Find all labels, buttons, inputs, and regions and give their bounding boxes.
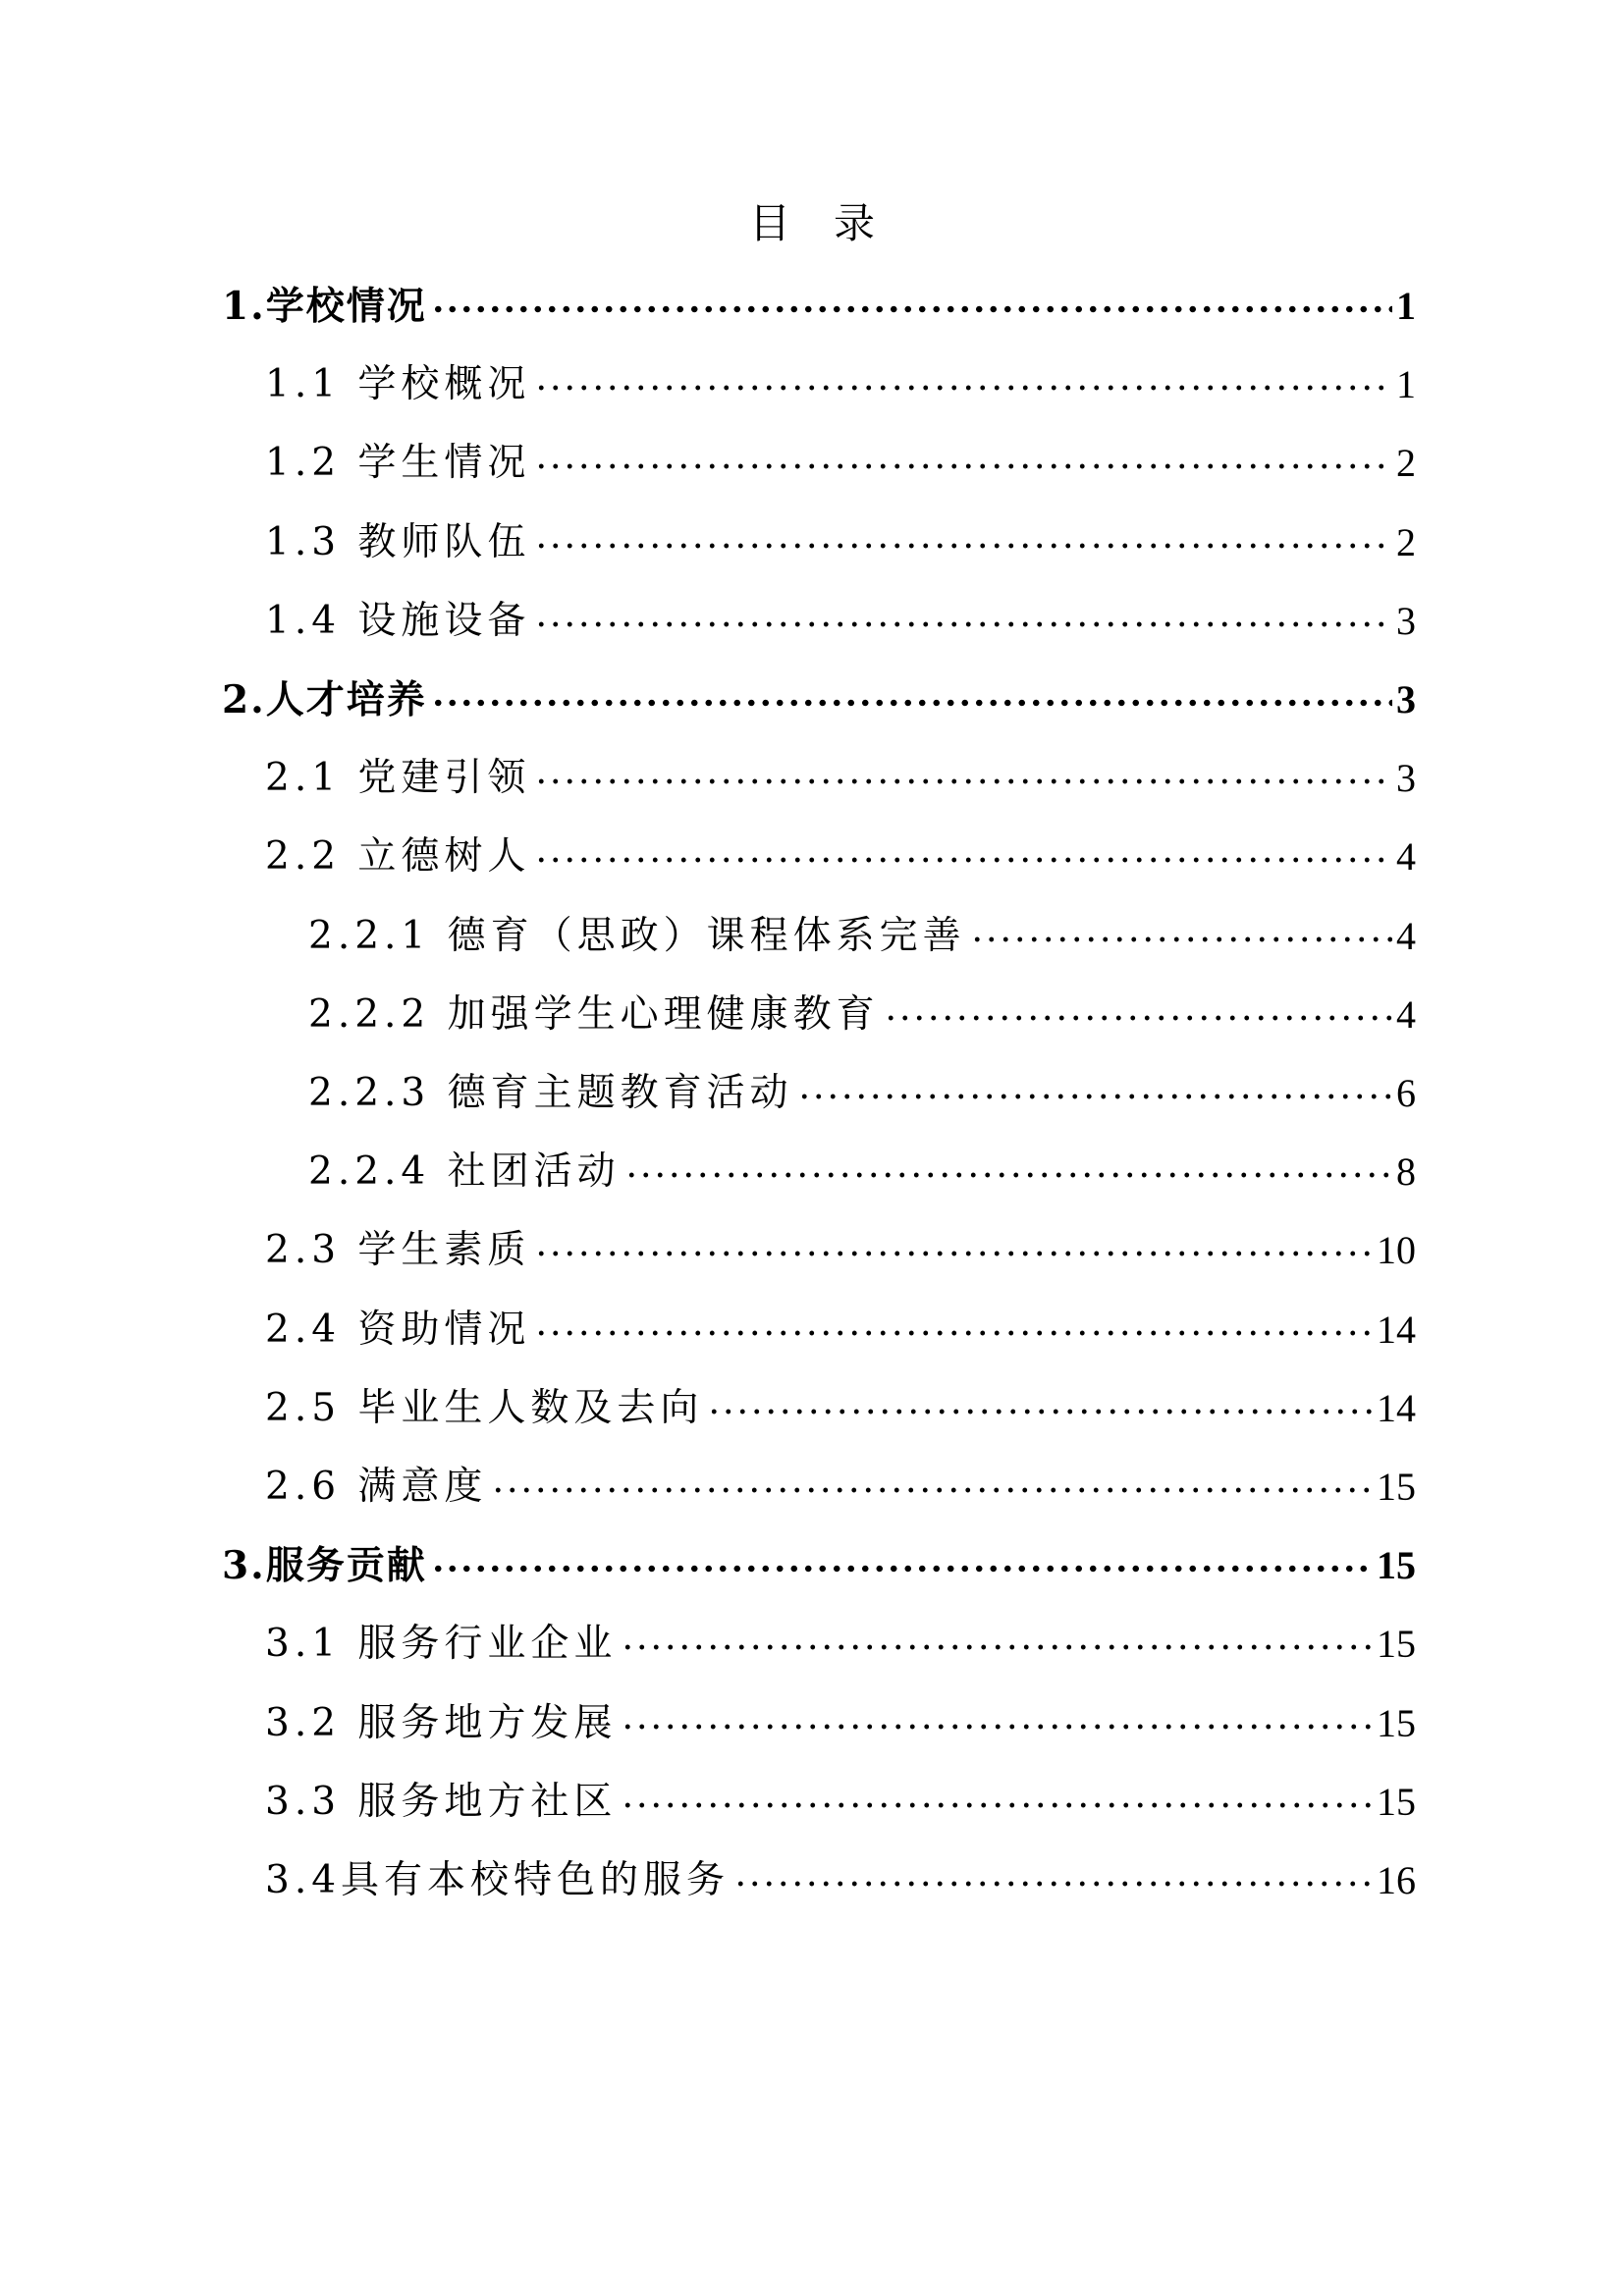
- toc-entry-page-number: 2: [1396, 441, 1416, 486]
- toc-entry-label: 2.6 满意度: [265, 1465, 488, 1509]
- toc-dot-leader: [884, 1014, 1392, 1022]
- toc-entry-label: 2.人才培养: [222, 677, 427, 722]
- toc-dot-leader: [624, 1171, 1392, 1179]
- toc-entry[interactable]: [265, 434, 1416, 493]
- toc-dot-leader: [797, 1093, 1392, 1100]
- toc-entry-page-number: 1: [1396, 284, 1416, 328]
- toc-dot-leader: [534, 384, 1392, 392]
- toc-entry[interactable]: [265, 513, 1416, 572]
- toc-entry-page-number: 6: [1396, 1071, 1416, 1115]
- toc-entry-page-number: 4: [1396, 834, 1416, 880]
- toc-dot-leader: [621, 1643, 1373, 1651]
- toc-entry[interactable]: [308, 1143, 1416, 1201]
- toc-entry-page-number: 4: [1396, 991, 1416, 1037]
- toc-entry[interactable]: [265, 355, 1416, 414]
- toc-entry-label: 2.3 学生素质: [265, 1228, 531, 1273]
- toc-entry[interactable]: [265, 1694, 1416, 1753]
- toc-entry-label: 1.2 学生情况: [265, 441, 531, 486]
- toc-entry[interactable]: [265, 1851, 1416, 1910]
- toc-entry-label: 3.1 服务行业企业: [265, 1622, 618, 1667]
- toc-dot-leader: [970, 935, 1392, 943]
- toc-entry-label: 2.2 立德树人: [265, 834, 531, 880]
- toc-entry[interactable]: [265, 749, 1416, 808]
- toc-entry-label: 1.3 教师队伍: [265, 519, 531, 564]
- toc-entry[interactable]: [265, 1301, 1416, 1360]
- toc-entry-label: 2.2.2 加强学生心理健康教育: [308, 991, 880, 1037]
- toc-entry-page-number: 14: [1377, 1385, 1416, 1430]
- toc-entry-label: 3.2 服务地方发展: [265, 1700, 618, 1745]
- toc-entry-label: 3.3 服务地方社区: [265, 1779, 618, 1824]
- toc-dot-leader: [534, 1250, 1373, 1257]
- toc-title: 目录: [748, 199, 918, 247]
- toc-entry-label: 1.4 设施设备: [265, 598, 531, 643]
- toc-entry-label: 3.服务贡献: [222, 1543, 427, 1589]
- toc-entry-page-number: 1: [1396, 362, 1416, 407]
- toc-entry[interactable]: [265, 592, 1416, 651]
- toc-entry[interactable]: [222, 1536, 1416, 1595]
- toc-entry[interactable]: [222, 670, 1416, 729]
- toc-entry-page-number: 15: [1377, 1465, 1416, 1509]
- toc-dot-leader: [534, 856, 1392, 864]
- toc-dot-leader: [534, 462, 1392, 470]
- toc-entry-page-number: 16: [1377, 1858, 1416, 1902]
- toc-dot-leader: [431, 1565, 1373, 1573]
- toc-entry-page-number: 3: [1396, 677, 1416, 721]
- toc-entry-label: 2.5 毕业生人数及去向: [265, 1385, 704, 1430]
- toc-entry-page-number: 3: [1396, 756, 1416, 801]
- toc-entry-page-number: 8: [1396, 1149, 1416, 1195]
- toc-entry-label: 2.2.3 德育主题教育活动: [308, 1071, 793, 1115]
- toc-entry[interactable]: [265, 1773, 1416, 1832]
- toc-entry[interactable]: [308, 1064, 1416, 1123]
- toc-entry-page-number: 14: [1377, 1307, 1416, 1352]
- toc-entry-page-number: 3: [1396, 598, 1416, 643]
- toc-entry[interactable]: [265, 1221, 1416, 1280]
- toc-entry[interactable]: [308, 907, 1416, 966]
- toc-entry-page-number: 15: [1377, 1543, 1416, 1588]
- toc-dot-leader: [431, 305, 1392, 313]
- toc-dot-leader: [491, 1486, 1373, 1494]
- toc-dot-leader: [707, 1408, 1373, 1415]
- toc-entry-page-number: 15: [1377, 1622, 1416, 1667]
- toc-entry-page-number: 10: [1377, 1228, 1416, 1273]
- toc-entry-label: 3.4具有本校特色的服务: [265, 1858, 731, 1902]
- toc-entry-label: 2.1 党建引领: [265, 756, 531, 801]
- toc-entry[interactable]: [222, 277, 1416, 336]
- toc-entry[interactable]: [265, 1615, 1416, 1674]
- toc-entry-page-number: 15: [1377, 1700, 1416, 1745]
- toc-entry[interactable]: [265, 828, 1416, 886]
- toc-dot-leader: [534, 777, 1392, 785]
- toc-entry-label: 2.2.1 德育（思政）课程体系完善: [308, 913, 966, 958]
- toc-entry[interactable]: [265, 1379, 1416, 1438]
- toc-entry-label: 2.4 资助情况: [265, 1307, 531, 1352]
- toc-dot-leader: [534, 542, 1392, 550]
- toc-dot-leader: [431, 699, 1392, 707]
- toc-entry-label: 1.1 学校概况: [265, 362, 531, 407]
- toc-entry-label: 2.2.4 社团活动: [308, 1149, 621, 1195]
- toc-dot-leader: [534, 1329, 1373, 1337]
- toc-entry[interactable]: [265, 1458, 1416, 1517]
- toc-dot-leader: [621, 1723, 1373, 1731]
- toc-entry[interactable]: [308, 986, 1416, 1044]
- toc-entry-label: 1.学校情况: [222, 284, 427, 329]
- toc-entry-page-number: 4: [1396, 913, 1416, 958]
- toc-dot-leader: [534, 620, 1392, 628]
- toc-dot-leader: [621, 1801, 1373, 1809]
- toc-dot-leader: [733, 1880, 1373, 1888]
- toc-entry-page-number: 15: [1377, 1779, 1416, 1824]
- toc-entry-page-number: 2: [1396, 519, 1416, 564]
